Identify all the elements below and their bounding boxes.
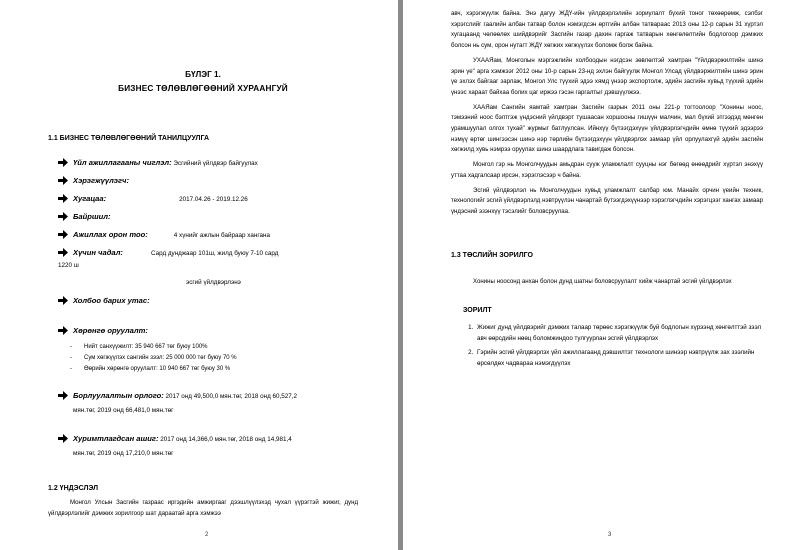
- list-item: Хугацаа: 2017.04.26 - 2019.12.26: [58, 192, 358, 206]
- arrow-bullet-icon: [58, 434, 68, 443]
- objectives-heading: ЗОРИЛТ: [463, 307, 492, 315]
- list-item: Хуримтлагдсан ашиг: 2017 онд 14,366,0 мян.төг, 2018 онд 14,981,4: [58, 432, 358, 446]
- document-page-right: [403, 0, 801, 550]
- section-heading-1-2: 1.2 ҮНДЭСЛЭЛ: [48, 485, 99, 492]
- arrow-bullet-icon: [58, 158, 68, 167]
- document-page-left: [0, 0, 398, 550]
- paragraph: ХААЯам Сангийн яамтай хамтран Засгийн газрын 2011 оны 221-р тогтоолоор "Хонины ноос, тэмээний ноос бэлтгэж үндэсний үйлдвэрт тушаасан хоршооны гишүүн малчин, мал бүхий этгээдэд мөнгөн урамшуулал олгох тухай" журмыг батлуулсан. Ийнхүү бүтээгдэхүүн үйлдвэрлэгчдийн өмнө түүхий эдээрээ нэмүү өртөг шингээсэн шинэ нэр төрлийн бүтээгдэхүүн үйлдвэрлэх замаар үйл орлуулахгүй эдийн засгийн хөгжилд хувь нэмрээ оруулах шинэ шаардлага тавигдаж болсон.: [451, 103, 763, 154]
- list-item: Үйл ажиллагааны чиглэл: Эсгийний үйлдвэр байгуулах: [58, 156, 358, 170]
- paragraph: УХААЯам, Монголын мэргэжлийн холбоодын нэгдсэн зөвлөлтэй хамтран "Үйлдвэржилтийн шинэ эрин үе" арга хэмжээг 2012 оны 10-р сарын 23-нд эхлэн байгуулж Монгол Улсад үйлдвэржилтийн шинэ эрин үе эхлэх байгааг зарлаж, Монгол Улс түүхий эдээ хямд үнээр экспортолж, эдийн засгийн хувьд түүхий эдийн үнээс хараат байхаа болих цаг иржээ гэсэн гаргалтыг дэвшүүлжээ.: [451, 56, 763, 96]
- list-item: 2. Гэрийн эсгий үйлдвэрлэх үйл ажиллагаанд дэвшилтэт технологи шинээр нэвтрүүлж зах зээлийн өрсөлдөх чадвараа нэмэгдүүлэх: [475, 347, 763, 369]
- contact-label: Холбоо барих утас:: [73, 296, 150, 305]
- arrow-bullet-icon: [58, 391, 68, 400]
- arrow-bullet-icon: [58, 296, 68, 305]
- arrow-bullet-icon: [58, 230, 68, 239]
- list-item: [58, 294, 358, 308]
- page-number: 2: [205, 532, 209, 538]
- chapter-title: БИЗНЕС ТӨЛӨВЛӨГӨӨНИЙ ХУРААНГУЙ: [118, 84, 288, 93]
- paragraph: Эсгий үйлдвэрлэл нь Монголчуудын хувьд уламжлалт салбар юм. Манайх орчин үеийн техник, технологийг эсгий үйлдвэрлэлд нэвтрүүлэн чанартай бүтээгдэхүүнээр хэрэглэгчдийн хэрэгцээг хангах замаар үндэсний эзэнхүү тэсэлийг боловсруулаа.: [451, 186, 763, 215]
- arrow-bullet-icon: [58, 326, 68, 335]
- list-item: Хүчин чадал: Сард дунджаар 101ш, жилд буюу 7-10 сард: [58, 246, 358, 260]
- list-item: 1. Жижиг дунд үйлдвэрийг дэмжих талаар төрөөс хэрэгжүүлж буй бодлогын хүрээнд хөнгөлттэй зээл авч өөрсдийн нөөц боломжиндоо тулгуурлан эсгий үйлдвэрлэх: [475, 322, 763, 344]
- profit-label: Хуримтлагдсан ашиг:: [73, 434, 159, 443]
- goal-paragraph: Хонины ноосонд анхан болон дунд шатны боловсруулалт хийж чанартай эсгий үйлдвэрлэх: [473, 277, 732, 285]
- investment-list: [70, 342, 358, 375]
- arrow-bullet-icon: [58, 248, 68, 257]
- list-item: Борлуулалтын орлого: 2017 онд 49,500,0 мян.төг, 2018 онд 60,527,2: [58, 389, 358, 403]
- objectives-list: [451, 322, 763, 369]
- sales-value-continued: мян.төг, 2019 онд 66,481,0 мян.төг: [73, 407, 174, 414]
- profit-value-continued: мян.төг, 2019 онд 17,210,0 мян.төг: [73, 450, 174, 457]
- arrow-bullet-icon: [58, 176, 68, 185]
- list-item: - Өөрийн хөрөнгө оруулалт: 10 940 667 төг буюу 30 %: [70, 364, 358, 375]
- paragraph: авч, хэрэгжүүлж байна. Энэ дагуу ЖДҮ-ийн үйлдвэрлэлийн зориулалт бүхий тоног төхөөрөмж, сэлбэг хэрэгслийг гаалийн албан татвар болон нэмэгдсэн өртгийн албан татвараас 2013 оны 12-р сарын 31 хүртэл хугацаанд чөлөөлөх шийдвэрийг Засгийн газар дахин гаргаж татварын хөнгөлөлтийн бодлогоор дэмжих болсон нь сум, орон нутагт ЖДҮ хөгжих хөгжүүлэх боломж болж байна.: [451, 10, 763, 50]
- investment-label: Хөрөнгө оруулалт:: [73, 326, 148, 335]
- rationale-paragraph: Монгол Улсын Засгийн газраас иргэдийн амжиргааг дээшлүүлэхэд чухал үүрэгтэй жижиг, дунд үйлдвэрлэлийг дэмжих зорилгоор шат дараатай арга хэмжээ: [48, 499, 358, 517]
- list-item: - Нийт санхүүжилт: 35 940 667 төг буюу 100%: [70, 342, 358, 353]
- section-heading-1-3: 1.3 ТӨСЛИЙН ЗОРИЛГО: [451, 251, 533, 259]
- arrow-bullet-icon: [58, 212, 68, 221]
- list-item: [58, 324, 358, 338]
- arrow-bullet-icon: [58, 194, 68, 203]
- page-number: 3: [608, 532, 612, 538]
- list-item: Ажиллах орон тоо: 4 хүнийг ажлын байраар хангана: [58, 228, 358, 242]
- capacity-continued-2: эсгий үйлдвэрлэнэ: [186, 279, 241, 286]
- chapter-label: БҮЛЭГ 1.: [185, 70, 221, 79]
- section-heading-1-1: 1.1 БИЗНЕС ТӨЛӨВЛӨГӨӨНИЙ ТАНИЛЦУУЛГА: [48, 135, 210, 142]
- project-info-list: [48, 156, 358, 260]
- capacity-continued: 1220 ш: [58, 262, 79, 269]
- list-item: Байршил:: [58, 210, 358, 224]
- list-item: - Сум хөгжүүлэх сангийн зээл: 25 000 000 төг буюу 70 %: [70, 353, 358, 364]
- sales-label: Борлуулалтын орлого:: [73, 391, 164, 400]
- list-item: Хэрэгжүүлэгч:: [58, 174, 358, 188]
- paragraph: Монгол гэр нь Монголчуудын амьдран сууж уламжлалт сууцны нэг бөгөөд өнөөдрийг хүртэл энэхүү уттаа хадгалсаар ирсэн, хэрэглэсээр ч байна.: [451, 161, 763, 179]
